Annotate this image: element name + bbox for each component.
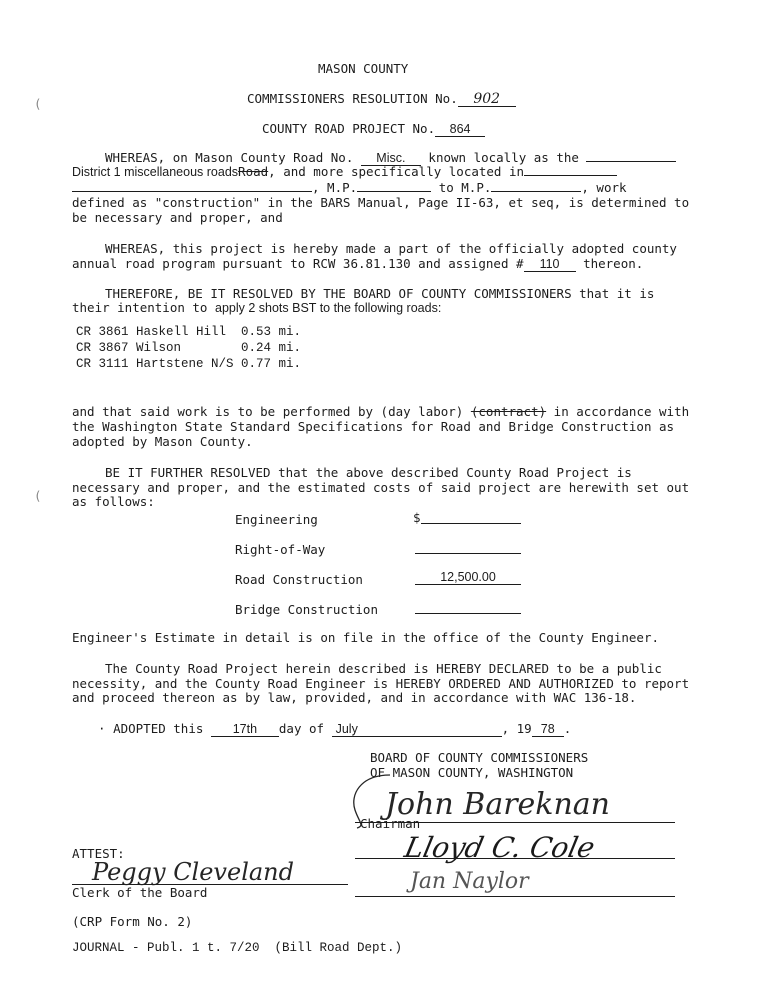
district-text: District 1 miscellaneous roads xyxy=(72,165,239,179)
margin-mark: ( xyxy=(34,96,42,111)
para2-text-b: thereon. xyxy=(583,256,644,271)
mp-label-2: to M.P. xyxy=(438,180,492,195)
cost-label-engineering: Engineering xyxy=(235,512,318,527)
para2-line2 xyxy=(72,256,643,272)
county-title: MASON COUNTY xyxy=(318,61,409,76)
para5-line1: BE IT FURTHER RESOLVED that the above described County Road Project is xyxy=(105,465,632,480)
para1-text-b: known locally as the xyxy=(428,150,579,165)
currency-symbol: $ xyxy=(413,510,421,525)
known-as-blank xyxy=(586,161,676,162)
para2-text-a: annual road program pursuant to RCW 36.81.130 and assigned # xyxy=(72,256,524,271)
assigned-number: 110 xyxy=(524,257,576,272)
para4-text-a: and that said work is to be performed by (day labor) xyxy=(72,404,464,419)
para4-text-b: in accordance with xyxy=(553,404,690,419)
located-blank xyxy=(524,175,617,176)
clerk-label: Clerk of the Board xyxy=(72,885,208,900)
project-number: 864 xyxy=(435,122,485,137)
adopted-day-of: day of xyxy=(278,721,325,736)
mp-to-blank xyxy=(491,191,581,192)
para1-text-a: WHEREAS, on Mason County Road No. xyxy=(105,150,354,165)
para3-line1: THEREFORE, BE IT RESOLVED BY THE BOARD OF COUNTY COMMISSIONERS that it is xyxy=(105,286,655,301)
location-blank xyxy=(72,191,312,192)
commissioner-signature-line-3 xyxy=(355,896,675,897)
para6-line2: necessity, and the County Road Engineer is HEREBY ORDERED AND AUTHORIZED to report xyxy=(72,676,690,691)
road-number: Misc. xyxy=(361,151,421,166)
para6-line1: The County Road Project herein described is HEREBY DECLARED to be a public xyxy=(105,661,662,676)
work-label: , work xyxy=(581,180,627,195)
estimate-note: Engineer's Estimate in detail is on file in the office of the County Engineer. xyxy=(72,630,659,645)
resolution-label: COMMISSIONERS RESOLUTION No. xyxy=(247,91,458,106)
chairman-label: Chairman xyxy=(360,816,421,831)
signature-loop-stroke xyxy=(345,770,405,830)
cost-label-right-of-way: Right-of-Way xyxy=(235,542,326,557)
para3-line2 xyxy=(72,300,441,316)
para5-line2: necessary and proper, and the estimated costs of said project are herewith set out xyxy=(72,480,690,495)
board-line1: BOARD OF COUNTY COMMISSIONERS xyxy=(370,750,589,765)
para1-line5: be necessary and proper, and xyxy=(72,210,283,225)
road-list-item: CR 3867 Wilson 0.24 mi. xyxy=(76,341,302,355)
cost-value-engineering xyxy=(421,512,521,527)
para4-line2: the Washington State Standard Specifications for Road and Bridge Construction as xyxy=(72,419,675,434)
project-label: COUNTY ROAD PROJECT No. xyxy=(262,121,436,136)
adopted-day: 17th xyxy=(211,722,279,737)
cost-label-road-construction: Road Construction xyxy=(235,572,363,587)
commissioner-signature-2: Lloyd C. Cole xyxy=(401,831,598,864)
struck-contract: (contract) xyxy=(470,404,547,419)
attest-label: ATTEST: xyxy=(72,846,125,861)
struck-road-word: Road xyxy=(238,164,269,179)
adopted-prefix: ADOPTED this xyxy=(113,721,204,736)
cost-value-right-of-way xyxy=(415,542,521,557)
para4-line1 xyxy=(72,404,689,419)
resolution-number: 902 xyxy=(458,92,516,107)
board-line2: OF MASON COUNTY, WASHINGTON xyxy=(370,765,574,780)
intention-text: apply 2 shots BST to the following roads: xyxy=(215,301,442,315)
para4-line3: adopted by Mason County. xyxy=(72,434,253,449)
para1-line4: defined as "construction" in the BARS Manual, Page II-63, et seq, is determined to xyxy=(72,195,690,210)
para2-line1: WHEREAS, this project is hereby made a part of the officially adopted county xyxy=(105,241,677,256)
journal-footer: JOURNAL - Publ. 1 t. 7/20 (Bill Road Dept.) xyxy=(72,941,403,955)
para1-line2 xyxy=(72,164,617,180)
para1-text-c: , and more specifically located in xyxy=(268,164,525,179)
resolution-heading xyxy=(247,91,516,107)
clerk-signature: Peggy Cleveland xyxy=(92,858,294,886)
margin-mark: ( xyxy=(34,488,42,503)
mp-label-1: , M.P. xyxy=(312,180,358,195)
para3-text-a: their intention to xyxy=(72,300,208,315)
para6-line3: and proceed thereon as by law, provided, and in accordance with WAC 136-18. xyxy=(72,690,637,705)
mp-from-blank xyxy=(357,191,431,192)
cost-value-bridge-construction xyxy=(415,602,521,617)
adopted-year: 78 xyxy=(532,722,564,737)
chairman-signature: John Bareknan xyxy=(385,787,610,822)
para5-line3: as follows: xyxy=(72,494,155,509)
adopted-month: July xyxy=(332,722,502,737)
project-heading xyxy=(262,121,485,137)
adopted-suffix: . xyxy=(563,721,572,736)
commissioner-signature-3: Jan Naylor xyxy=(410,869,529,894)
cost-value-road-construction: 12,500.00 xyxy=(415,570,521,585)
form-number: (CRP Form No. 2) xyxy=(72,914,193,929)
road-list-item: CR 3111 Hartstene N/S 0.77 mi. xyxy=(76,357,302,371)
para1-line3 xyxy=(72,180,627,195)
commissioner-signature-line-2 xyxy=(355,858,675,859)
cost-label-bridge-construction: Bridge Construction xyxy=(235,602,378,617)
adopted-year-prefix: , 19 xyxy=(501,721,532,736)
road-list-item: CR 3861 Haskell Hill 0.53 mi. xyxy=(76,325,302,339)
adopted-line: · ADOPTED this 17th day of July , 19 78 . xyxy=(98,721,572,736)
